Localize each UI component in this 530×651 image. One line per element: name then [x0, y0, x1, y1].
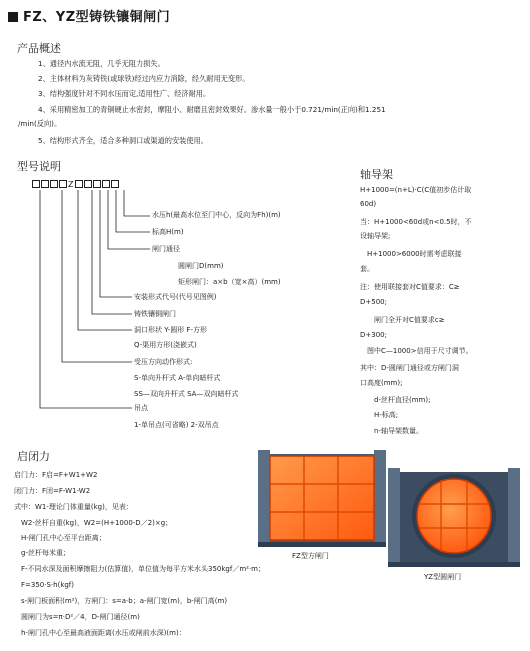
guide-heading: 轴导架 — [360, 168, 393, 181]
guide-line: 60d) — [360, 200, 377, 208]
model-label: 标高H(m) — [152, 228, 184, 236]
force-line: W2-丝杆自重(kg)，W2=(H+1000-D／2)×g； — [14, 519, 173, 527]
fz-square-gate-image — [258, 446, 386, 548]
guide-line: H+1000=(n+L)·C(C值初步估计取 — [360, 186, 472, 194]
force-line: h-闸门孔中心至最高液面距离(水压或闸前水深)(m)： — [14, 629, 186, 637]
model-label: 闸门通径 — [152, 245, 180, 253]
force-line: 式中：W1-理论门体重量(kg)，见表： — [14, 503, 133, 511]
model-heading: 型号说明 — [17, 160, 61, 173]
overview-item: 4、采用精密加工的青铜硬止水密封，摩阻小、耐磨且密封效果好。渗水量一般小于0.721/min(正向)和1.251 — [38, 105, 386, 114]
force-line: 圆闸门为s=π·D²／4，D-闸门通径(m) — [14, 613, 140, 621]
guide-line: D+500; — [360, 298, 387, 306]
guide-line: 其中：D-圆闸门通径或方闸门洞 — [360, 364, 459, 372]
code-letter: Z — [68, 180, 74, 189]
overview-item: 5、结构形式齐全，适合多种洞口或渠道的安装使用。 — [38, 136, 208, 145]
model-label: 受压方向动作形式: — [134, 358, 193, 366]
guide-line: 设轴导架; — [360, 232, 391, 240]
yz-caption: YZ型圆闸门 — [424, 573, 462, 581]
force-line: F-不同水深及面积摩擦阻力(估算值)，单位值为每平方米水头350kgf／m²·m； — [14, 565, 266, 573]
guide-line: H-标高; — [360, 411, 399, 419]
leader-line — [40, 190, 132, 408]
overview-item: 1、通径内水流无阻，几乎无阻力损失。 — [38, 59, 165, 68]
model-label: S-单向升杆式 A-单向暗杆式 — [134, 374, 221, 382]
guide-line: 口高度(mm); — [360, 379, 403, 387]
guide-line: 当：H+1000<60d或n<0.5时，不 — [360, 218, 472, 226]
guide-line: 闸门全开对C值要求c≥ — [360, 316, 445, 324]
model-label: 安装形式代号(代号见图例) — [134, 293, 217, 301]
force-line: g-丝杆每米重； — [14, 549, 70, 557]
force-line: s-闸门板面积(m²)，方闸门：s=a·b；a-闸门宽(m)，b-闸门高(m) — [14, 597, 228, 605]
leader-line — [92, 190, 132, 314]
guide-line: 注：使用联接套对C值要求：C≥ — [360, 283, 460, 291]
fz-caption: FZ型方闸门 — [292, 552, 329, 560]
overview-heading: 产品概述 — [17, 42, 61, 55]
model-label: SS—双向升杆式 SA—双向暗杆式 — [134, 390, 239, 398]
guide-line: d-丝杆直径(mm); — [360, 396, 431, 404]
guide-line: n-轴导架数量。 — [360, 427, 423, 435]
yz-round-gate-image — [388, 466, 520, 568]
force-line: H-闸门孔中心至平台距离； — [14, 534, 106, 542]
model-label: 铸铁镶铜闸门 — [134, 310, 176, 318]
leader-line — [108, 190, 150, 249]
model-label: 1-单吊点(可省略) 2-双吊点 — [134, 421, 219, 429]
force-line: F=350·S·h(kgf) — [14, 581, 75, 589]
overview-item: 3、结构强度针对不同水压而定,适用性广、经济耐用。 — [38, 89, 211, 98]
model-label: Q-渠用方形(浇嵌式) — [134, 341, 197, 349]
leader-line — [116, 190, 150, 232]
force-heading: 启闭力 — [17, 450, 50, 463]
leader-line — [62, 190, 132, 362]
guide-line: D+300; — [360, 331, 387, 339]
guide-line: 套。 — [360, 265, 374, 273]
model-label: 洞口形状 Y-圆形 F-方形 — [134, 326, 207, 334]
force-line: 启门力：F启=F+W1+W2 — [14, 471, 98, 479]
model-label: 吊点 — [134, 404, 148, 412]
force-line: 闭门力：F闭=F-W1-W2 — [14, 487, 91, 495]
leader-line — [124, 190, 150, 216]
overview-item: 2、主体材料为灰铸铁(或球铁)经过内应力消除，经久耐用无变形。 — [38, 74, 250, 83]
model-label: 矩形闸门：a×b（宽×高）(mm) — [178, 278, 281, 286]
guide-line: H+1000>6000时需考虑联接 — [360, 250, 462, 258]
model-label: 圆闸门D(mm) — [178, 262, 224, 270]
page-title-text: FZ、YZ型铸铁镶铜闸门 — [23, 10, 171, 25]
guide-line: 图中C—1000>信用于尺寸调节。 — [360, 347, 473, 355]
model-label: 水压h(最高水位至门中心，反向为Fh)(m) — [152, 211, 281, 219]
overview-item: /min(反向)。 — [18, 119, 62, 128]
